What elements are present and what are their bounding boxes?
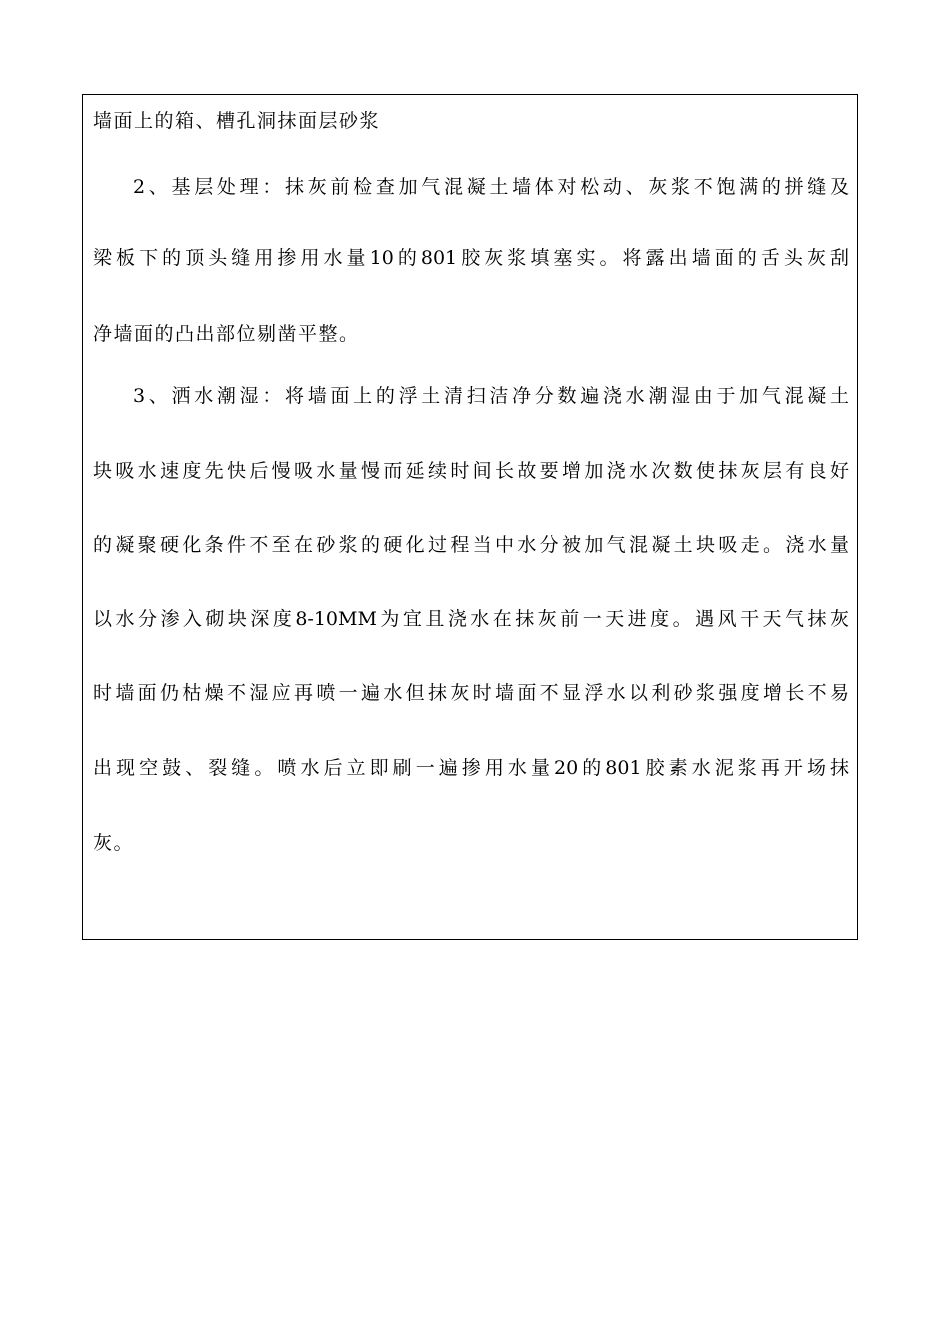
text-line-7: 的凝聚硬化条件不至在砂浆的硬化过程当中水分被加气混凝土块吸走。浇水量 [93, 534, 849, 556]
text-line-11: 灰。 [93, 832, 135, 854]
text-line-3: 梁板下的顶头缝用掺用水量10的801胶灰浆填塞实。将露出墙面的舌头灰刮 [93, 247, 849, 269]
text-line-1: 墙面上的箱、槽孔洞抹面层砂浆 [93, 110, 381, 132]
text-line-8: 以水分渗入砌块深度8-10MM为宜且浇水在抹灰前一天进度。遇风干天气抹灰 [93, 608, 849, 630]
text-line-10: 出现空鼓、裂缝。喷水后立即刷一遍掺用水量20的801胶素水泥浆再开场抹 [93, 757, 849, 779]
text-line-4: 净墙面的凸出部位剔凿平整。 [93, 323, 360, 345]
text-line-6: 块吸水速度先快后慢吸水量慢而延续时间长故要增加浇水次数使抹灰层有良好 [93, 460, 849, 482]
text-line-5: 3、洒水潮湿：将墙面上的浮土清扫洁净分数遍浇水潮湿由于加气混凝土 [133, 385, 849, 407]
document-frame [82, 94, 858, 940]
text-line-2: 2、基层处理：抹灰前检查加气混凝土墙体对松动、灰浆不饱满的拼缝及 [133, 176, 849, 198]
text-line-9: 时墙面仍枯燥不湿应再喷一遍水但抹灰时墙面不显浮水以利砂浆强度增长不易 [93, 682, 849, 704]
